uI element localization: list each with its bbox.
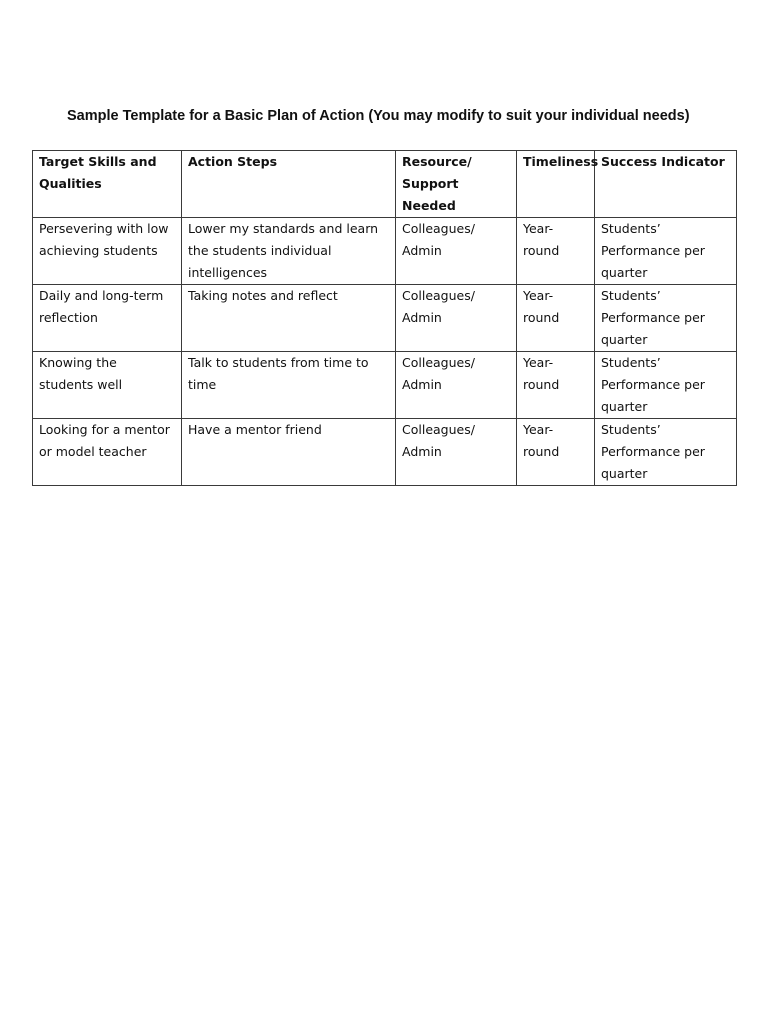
table-row: [33, 218, 737, 285]
cell-success-indicator: Students’ Performance per quarter: [595, 352, 737, 419]
cell-action-steps: Lower my standards and learn the students individual intelligences: [182, 218, 396, 285]
table-row: [33, 352, 737, 419]
cell-action-steps: Have a mentor friend: [182, 419, 396, 486]
header-success-indicator: Success Indicator: [595, 151, 737, 218]
page-title: Sample Template for a Basic Plan of Action (You may modify to suit your individual needs): [67, 108, 690, 124]
cell-resource: Colleagues/ Admin: [396, 419, 517, 486]
header-action-steps: Action Steps: [182, 151, 396, 218]
cell-success-indicator: Students’ Performance per quarter: [595, 218, 737, 285]
cell-target-skill: Daily and long-term reflection: [33, 285, 182, 352]
header-timeliness: Timeliness: [517, 151, 595, 218]
cell-action-steps: Talk to students from time to time: [182, 352, 396, 419]
cell-resource: Colleagues/ Admin: [396, 352, 517, 419]
header-target-skills: Target Skills and Qualities: [33, 151, 182, 218]
table-header-row: [33, 151, 737, 218]
table-row: [33, 419, 737, 486]
cell-action-steps: Taking notes and reflect: [182, 285, 396, 352]
cell-target-skill: Knowing the students well: [33, 352, 182, 419]
cell-timeliness: Year-round: [517, 285, 595, 352]
cell-success-indicator: Students’ Performance per quarter: [595, 285, 737, 352]
cell-timeliness: Year-round: [517, 218, 595, 285]
table-row: [33, 285, 737, 352]
cell-timeliness: Year-round: [517, 419, 595, 486]
cell-timeliness: Year-round: [517, 352, 595, 419]
header-resource-support: Resource/ Support Needed: [396, 151, 517, 218]
cell-target-skill: Looking for a mentor or model teacher: [33, 419, 182, 486]
plan-of-action-table: [32, 150, 737, 486]
cell-resource: Colleagues/ Admin: [396, 285, 517, 352]
cell-resource: Colleagues/ Admin: [396, 218, 517, 285]
cell-success-indicator: Students’ Performance per quarter: [595, 419, 737, 486]
cell-target-skill: Persevering with low achieving students: [33, 218, 182, 285]
